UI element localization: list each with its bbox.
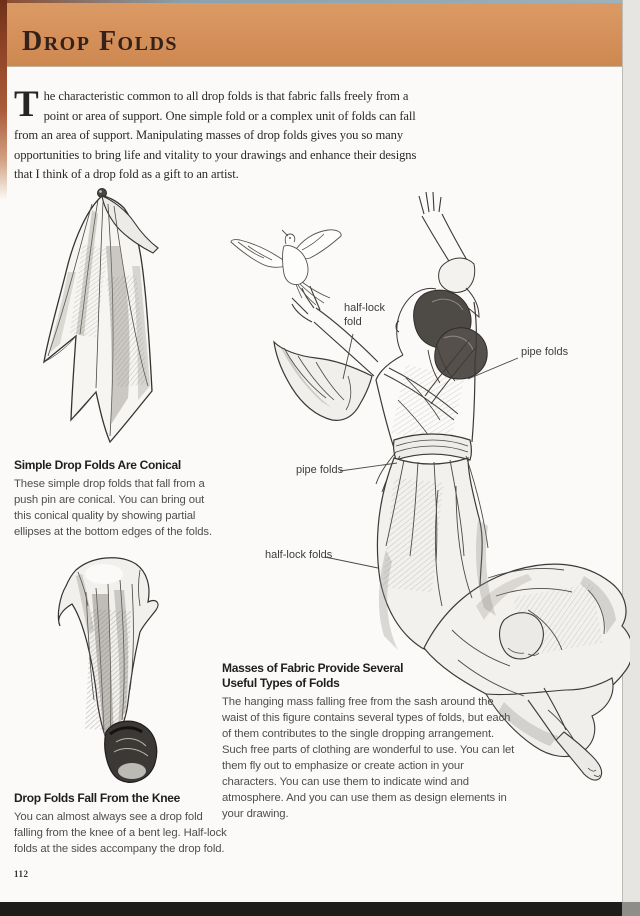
caption-masses-of-fabric (222, 661, 518, 822)
scan-bottom-bar-corner (622, 902, 640, 916)
caption-title: Simple Drop Folds Are Conical (14, 458, 181, 472)
intro-paragraph (14, 84, 420, 185)
annotation-half-lock-fold: half-lock fold (344, 302, 385, 328)
caption-body: These simple drop folds that fall from a push pin are conical. You can bring out this conical quality by showing partial ellipses at the bottom edges of the folds. (14, 478, 213, 538)
caption-title: Masses of Fabric Provide Several Useful Types of Folds (222, 661, 404, 690)
raised-arm (419, 192, 468, 266)
annotation-pipe-folds-left: pipe folds (296, 464, 344, 476)
shoe (105, 721, 157, 782)
dove (231, 230, 341, 305)
caption-body: You can almost always see a drop fold falling from the knee of a bent leg. Half-lock folds at the sides accompany the drop fold. (14, 811, 227, 855)
scan-bottom-bar (0, 902, 622, 916)
figure-draped-knee (48, 550, 173, 795)
figure-hanging-cloth (40, 186, 205, 456)
drop-cap: T (14, 84, 39, 125)
annotation-half-lock-folds: half-lock folds (265, 549, 333, 561)
annotation-pipe-folds-right: pipe folds (521, 346, 569, 358)
sleeve-drape (274, 342, 372, 420)
page-number: 112 (14, 869, 29, 879)
page-title: Drop Folds (22, 26, 179, 57)
caption-body: The hanging mass falling free from the sash around the waist of this figure contains several types of folds, but each of them contributes to the single dropping arrangement. Such free parts of clothing are wonderful to use. You can let them fly out to emphasize or create action in your characters. You can use them to indicate wind and atmosphere. And you can use them as design elements in your drawing. (222, 696, 515, 820)
book-spine-edge (0, 0, 7, 200)
intro-text: he characteristic common to all drop folds is that fabric falls freely from a point or area of support. One simple fold or a complex unit of folds can fall from an area of support. Manipulating masses of drop folds gives you so many opportunities to bring life and vitality to your drawings and enhance their designs that I think of a drop fold as a gift to an artist. (14, 89, 417, 181)
caption-title: Drop Folds Fall From the Knee (14, 791, 180, 805)
caption-simple-drop-folds (14, 458, 224, 540)
caption-drop-folds-knee (14, 791, 228, 857)
